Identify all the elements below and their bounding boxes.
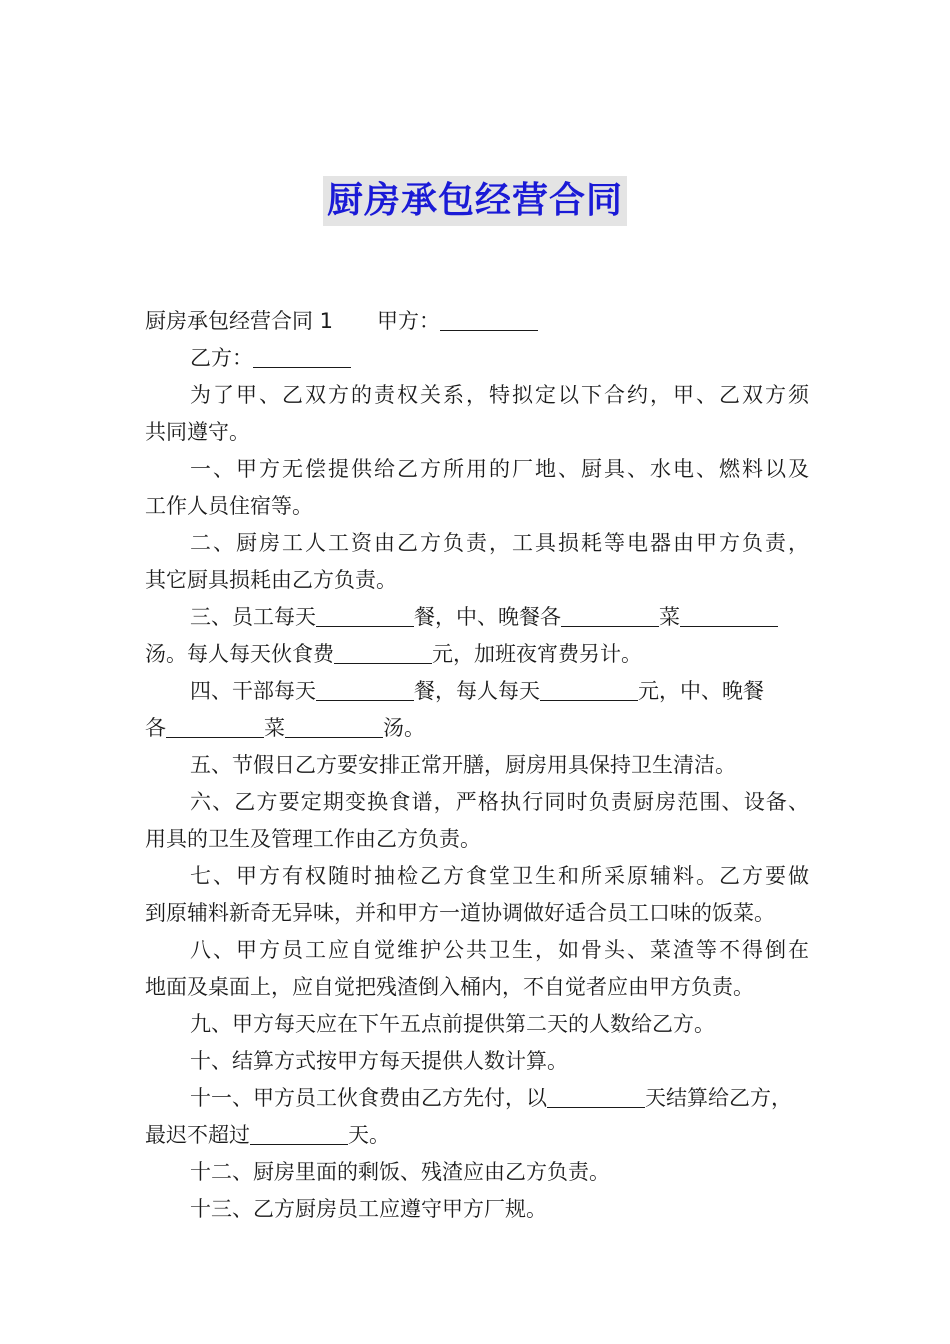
paragraph-line: 七、甲方有权随时抽检乙方食堂卫生和所采原辅料。乙方要做: [190, 864, 809, 888]
clause4-line2: [145, 710, 809, 747]
fill-blank: [316, 678, 414, 701]
clause-text: 餐，每人每天: [414, 679, 540, 703]
clause-text: 菜: [659, 605, 680, 629]
fill-blank: [166, 715, 264, 738]
clause-text: 元，加班夜宵费另计。: [432, 642, 642, 666]
clause-text: 三、员工每天: [190, 605, 316, 629]
paragraph-line: 六、乙方要定期变换食谱，严格执行同时负责厨房范围、设备、: [190, 790, 809, 814]
fill-blank: [250, 1122, 348, 1145]
paragraph-line: 地面及桌面上，应自觉把残渣倒入桶内，不自觉者应由甲方负责。: [145, 975, 754, 999]
paragraph-line: 八、甲方员工应自觉维护公共卫生，如骨头、菜渣等不得倒在: [190, 938, 809, 962]
paragraph-line: 到原辅料新奇无异味，并和甲方一道协调做好适合员工口味的饭菜。: [145, 901, 775, 925]
party-b-label: 乙方：: [190, 346, 253, 370]
clause-text: 各: [145, 716, 166, 740]
clause-text: 天结算给乙方，: [645, 1086, 792, 1110]
clause3-line1: [145, 599, 809, 636]
document-body: [145, 303, 809, 1228]
fill-blank: [540, 678, 638, 701]
paragraph-line: 共同遵守。: [145, 420, 250, 444]
paragraph-line: 十三、乙方厨房员工应遵守甲方厂规。: [190, 1197, 547, 1221]
fill-blank: [680, 604, 778, 627]
clause11-line1: [145, 1080, 809, 1117]
clause4-line1: [145, 673, 809, 710]
party-b-line: [145, 340, 809, 377]
clause-text: 元，中、晚餐: [638, 679, 764, 703]
party-a-blank: [440, 308, 538, 331]
fill-blank: [334, 641, 432, 664]
clause-text: 菜: [264, 716, 285, 740]
title-container: [0, 176, 950, 226]
paragraph-line: 其它厨具损耗由乙方负责。: [145, 568, 397, 592]
clause-text: 汤。: [383, 716, 425, 740]
clause-text: 餐，中、晚餐各: [414, 605, 561, 629]
fill-blank: [316, 604, 414, 627]
clause-text: 十一、甲方员工伙食费由乙方先付，以: [190, 1086, 547, 1110]
paragraph-line: 为了甲、乙双方的责权关系，特拟定以下合约，甲、乙双方须: [190, 383, 809, 407]
clause3-line2: [145, 636, 809, 673]
paragraph-line: 用具的卫生及管理工作由乙方负责。: [145, 827, 481, 851]
paragraph-line: 二、厨房工人工资由乙方负责，工具损耗等电器由甲方负责，: [190, 531, 809, 555]
paragraph-line: 工作人员住宿等。: [145, 494, 313, 518]
clause-text: 汤。每人每天伙食费: [145, 642, 334, 666]
paragraph-line: 十、结算方式按甲方每天提供人数计算。: [190, 1049, 568, 1073]
clause-text: 四、干部每天: [190, 679, 316, 703]
fill-blank: [561, 604, 659, 627]
clause11-line2: [145, 1117, 809, 1154]
paragraph-line: 五、节假日乙方要安排正常开膳，厨房用具保持卫生清洁。: [190, 753, 736, 777]
fill-blank: [547, 1085, 645, 1108]
heading-line: [145, 303, 809, 340]
party-b-blank: [253, 345, 351, 368]
fill-blank: [285, 715, 383, 738]
heading-prefix: 厨房承包经营合同 1: [145, 309, 334, 333]
document-title: 厨房承包经营合同: [323, 176, 627, 226]
paragraph-line: 十二、厨房里面的剩饭、残渣应由乙方负责。: [190, 1160, 610, 1184]
paragraph-line: 一、甲方无偿提供给乙方所用的厂地、厨具、水电、燃料以及: [190, 457, 809, 481]
paragraph-line: 九、甲方每天应在下午五点前提供第二天的人数给乙方。: [190, 1012, 715, 1036]
clause-text: 天。: [348, 1123, 390, 1147]
clause-text: 最迟不超过: [145, 1123, 250, 1147]
party-a-label: 甲方：: [377, 309, 441, 333]
